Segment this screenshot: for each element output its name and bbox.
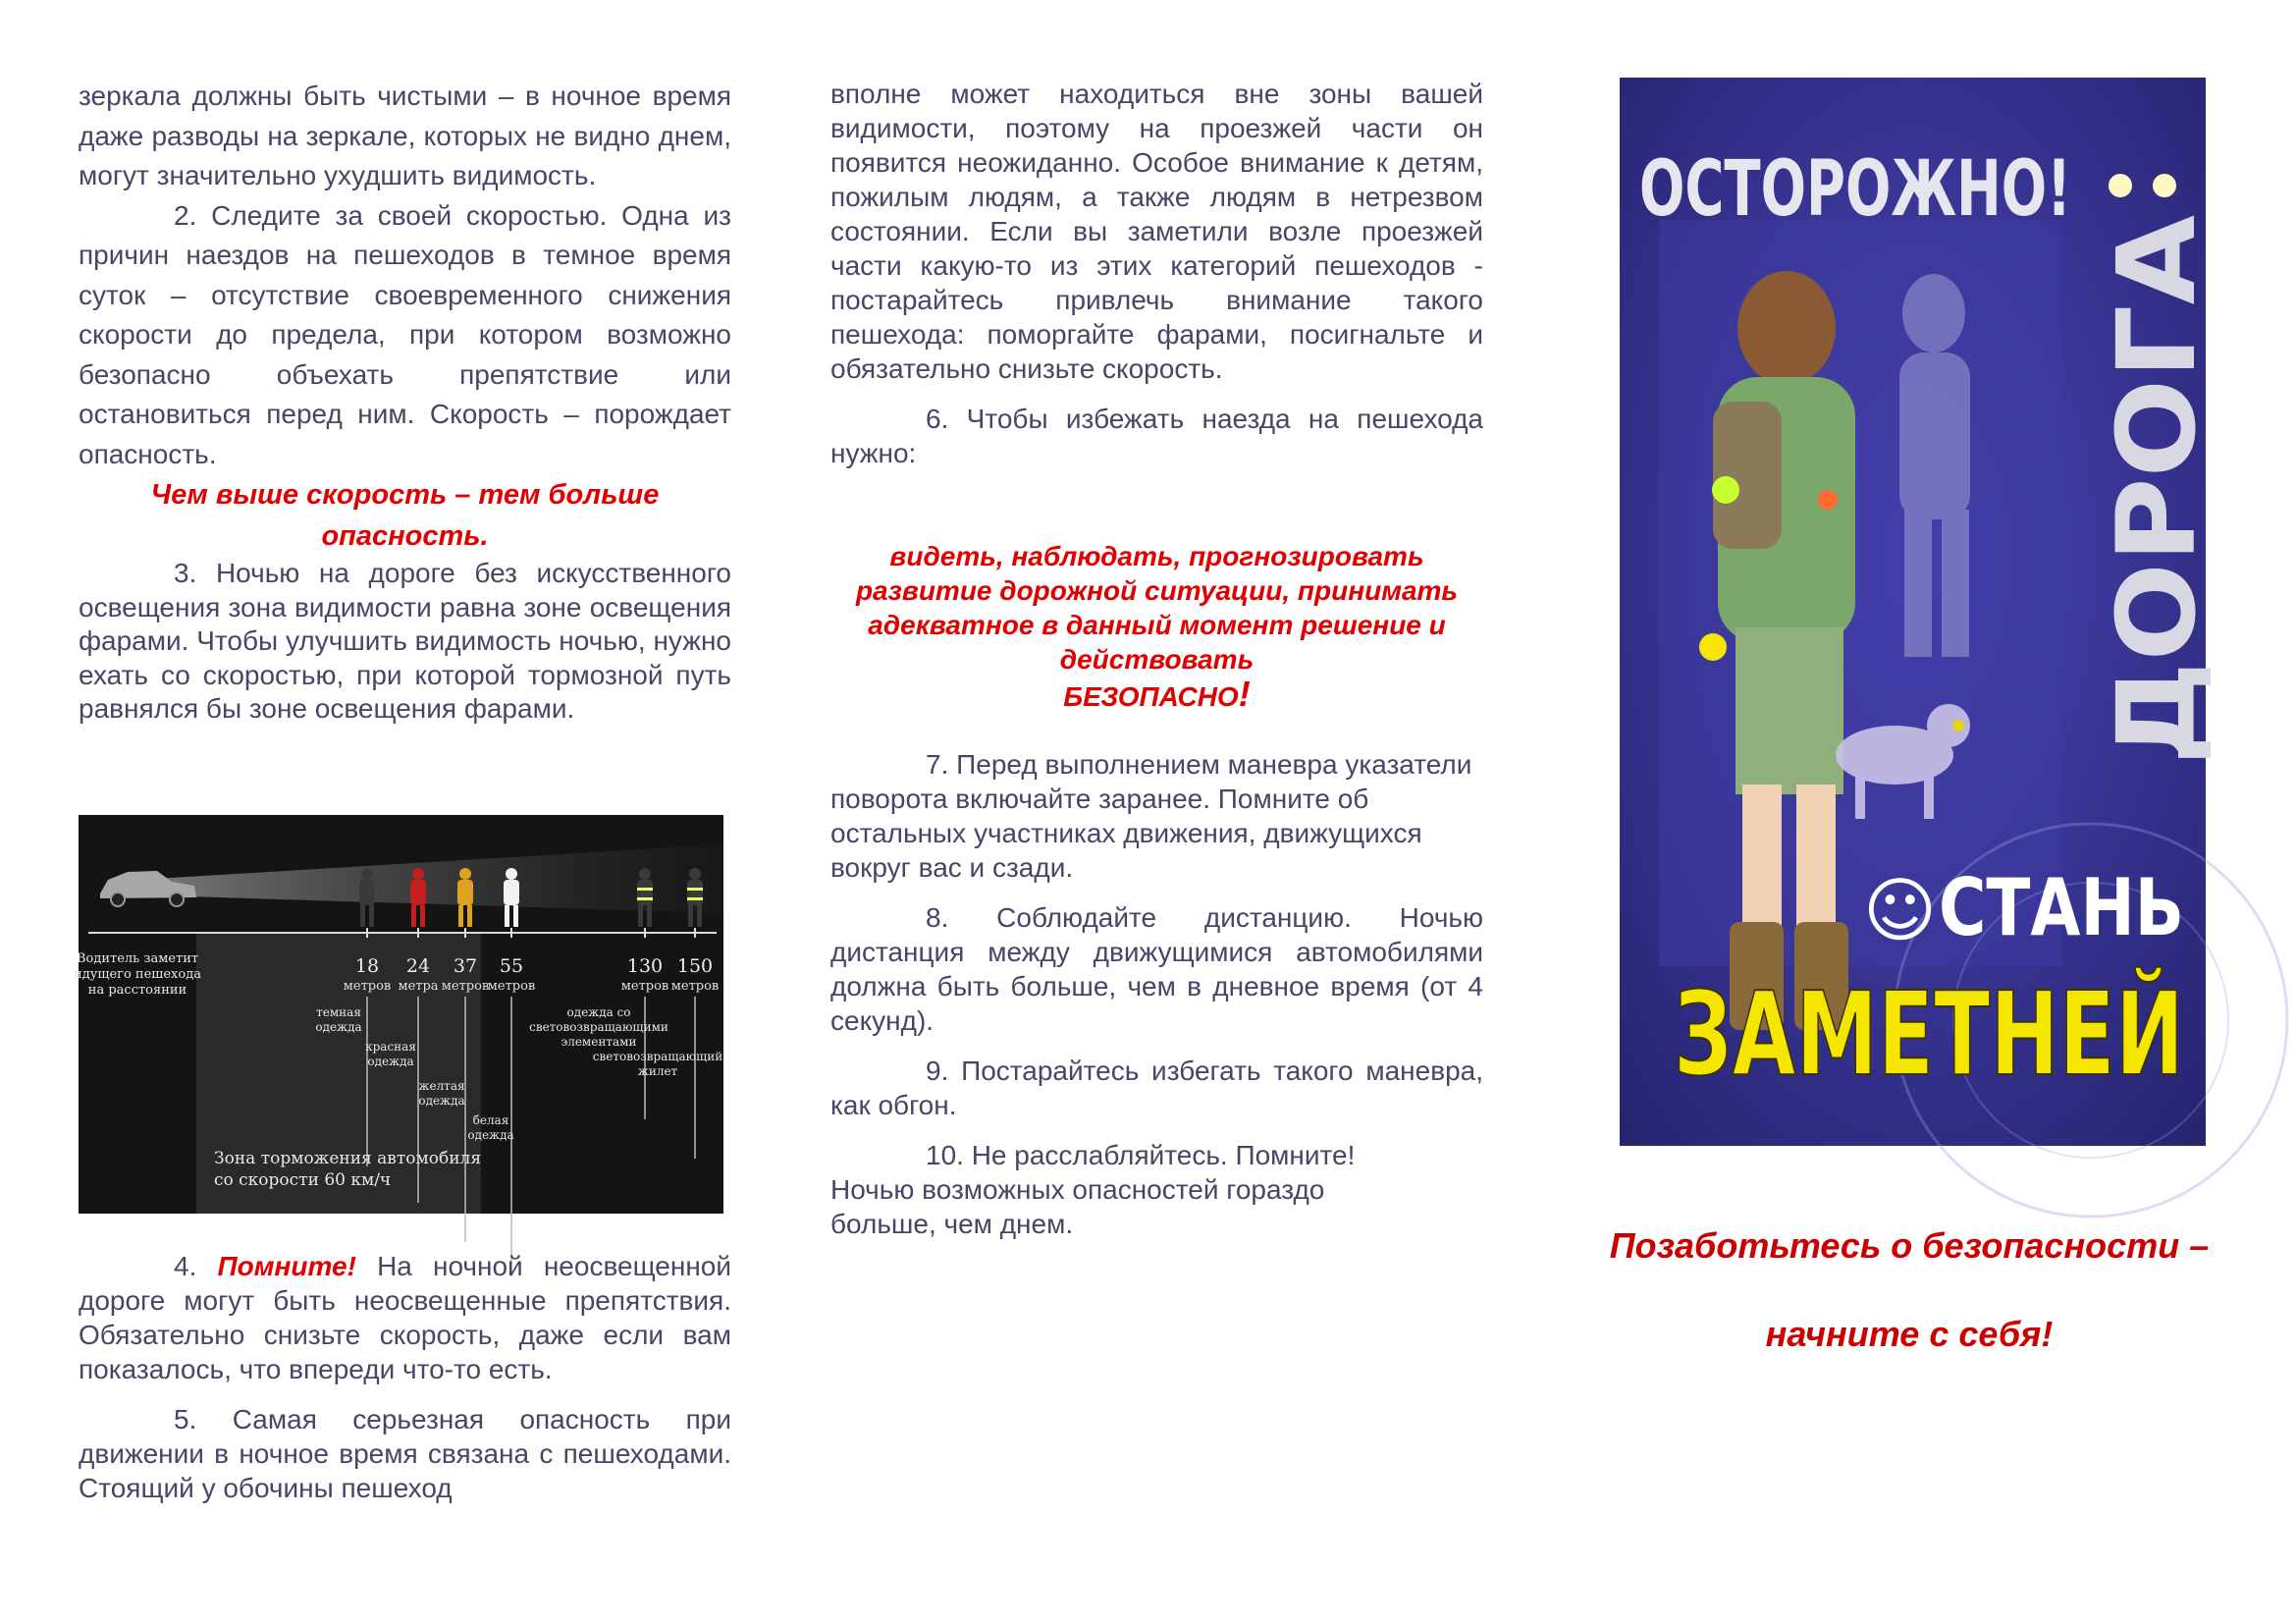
clothing-description: элементами bbox=[561, 1035, 637, 1049]
pedestrian-body bbox=[637, 880, 653, 905]
pedestrian-icon bbox=[506, 868, 517, 880]
pedestrian-body bbox=[504, 880, 519, 905]
distance-value: 130 bbox=[626, 955, 664, 977]
distance-unit: метров bbox=[487, 979, 536, 994]
driver-label-line: Водитель заметит bbox=[76, 951, 199, 966]
speed-callout: Чем выше скорость – тем больше опасность. bbox=[150, 479, 660, 552]
poster-graphic bbox=[1620, 78, 2219, 1146]
visibility-diagram bbox=[74, 815, 723, 1214]
paragraph-unexpected: вполне может находиться вне зоны вашей видимости, поэтому на проезжей части он появится неожиданно. Особое внимание к детям, пожилым людям, а также людям в нетрезвом состоянии. Если вы заметили возле проезжей части какую-то из этих категорий пешеходов - постарайтесь привлечь внимание такого пешехода: поморгайте фарами, посигнальте и обязательно снизьте скорость. bbox=[830, 79, 1483, 384]
distance-unit: метров bbox=[620, 979, 669, 994]
driver-label bbox=[74, 951, 201, 998]
braking-zone-line: со скорости 60 км/ч bbox=[214, 1170, 392, 1190]
clothing-description: желтая bbox=[418, 1079, 465, 1093]
distance-value: 18 bbox=[354, 955, 380, 977]
distance-value: 24 bbox=[405, 955, 431, 977]
distance-unit: метра bbox=[398, 979, 439, 994]
smile-icon: ☺ bbox=[1863, 869, 1938, 951]
clothing-description: одежда bbox=[315, 1020, 362, 1034]
pedestrian-body bbox=[359, 880, 375, 905]
paragraph-speed: 2. Следите за своей скоростью. Одна из причин наездов на пешеходов в темное время суток – отсутствие своевременного снижения скорости до предела, при котором возможно безопасно объехать препятствие или остановиться перед ним. Скорость – порождает опасность. bbox=[79, 199, 731, 469]
paragraph-pedestrians: 5. Самая серьезная опасность при движении в ночное время связана с пешеходами. Стоящий у обочины пешеход bbox=[79, 1404, 731, 1503]
clothing-description: световозвращающими bbox=[529, 1020, 668, 1034]
braking-zone-line: Зона торможения автомобиля bbox=[214, 1149, 482, 1168]
poster-side-title: ДОРОГА bbox=[2094, 253, 2219, 765]
column-middle bbox=[830, 77, 1483, 1241]
distance-unit: метров bbox=[343, 979, 392, 994]
clothing-description: одежда со bbox=[566, 1005, 631, 1019]
attention-safe: БЕЗОПАСНО bbox=[1063, 681, 1239, 712]
paragraph-visibility: 3. Ночью на дороге без искусственного освещения зона видимости равна зоне освещения фарами. Чтобы улучшить видимость ночью, нужно ехать со скоростью, при которой тормозной путь равнялся бы зоне освещения фарами. bbox=[79, 558, 731, 725]
column-left bbox=[79, 77, 731, 727]
attention-mark: ! bbox=[1238, 674, 1251, 714]
poster-title: ОСТОРОЖНО! bbox=[1639, 145, 2071, 234]
paragraph-relax: 10. Не расслабляйтесь. Помните! Ночью возможных опасностей гораздо больше, чем днем. bbox=[830, 1140, 1356, 1239]
pedestrian-icon bbox=[639, 868, 651, 880]
glow-dot bbox=[2109, 174, 2132, 197]
slogan-line-1: Позаботьтесь о безопасности – bbox=[1609, 1225, 2210, 1266]
pedestrian-icon bbox=[412, 868, 424, 880]
slogan-line-2: начните с себя! bbox=[1765, 1314, 2054, 1354]
paragraph-mirrors: зеркала должны быть чистыми – в ночное время даже разводы на зеркале, которых не видно днем, могут значительно ухудшить видимость. bbox=[79, 81, 731, 190]
poster-subtitle: СТАНЬ bbox=[1939, 862, 2184, 953]
pedestrian-icon bbox=[361, 868, 373, 880]
paragraph-overtaking: 9. Постарайтесь избегать такого маневра, как обгон. bbox=[830, 1056, 1483, 1120]
pedestrian-icon bbox=[459, 868, 471, 880]
clothing-description: световозвращающий bbox=[592, 1050, 723, 1063]
clothing-description: темная bbox=[316, 1005, 361, 1019]
distance-unit: метров bbox=[441, 979, 490, 994]
column-left-bottom bbox=[79, 1249, 731, 1505]
reflector-stripe bbox=[687, 888, 703, 891]
paragraph-avoid: 6. Чтобы избежать наезда на пешехода нужно: bbox=[830, 404, 1483, 468]
pedestrian-body bbox=[410, 880, 426, 905]
distance-value: 55 bbox=[499, 955, 524, 977]
paragraph-remember bbox=[79, 1249, 731, 1386]
poster-main-title: ЗАМЕТНЕЙ bbox=[1674, 966, 2184, 1102]
clothing-description: одежда bbox=[418, 1094, 465, 1108]
remember-number: 4. bbox=[174, 1251, 197, 1281]
poster-image bbox=[1620, 78, 2219, 1146]
distance-value: 37 bbox=[453, 955, 478, 977]
pedestrian-icon bbox=[689, 868, 701, 880]
clothing-description: красная bbox=[365, 1040, 416, 1054]
paragraph-turn-signals: 7. Перед выполнением маневра указатели поворота включайте заранее. Помните об остальных участниках движения, движущихся вокруг вас и сзади. bbox=[830, 749, 1472, 883]
clothing-description: белая bbox=[472, 1113, 509, 1127]
clothing-description: одежда bbox=[467, 1128, 514, 1142]
attention-text: видеть, наблюдать, прогнозировать развитие дорожной ситуации, принимать адекватное в данный момент решение и действовать bbox=[855, 541, 1459, 675]
pedestrian-body bbox=[687, 880, 703, 905]
driver-label-line: на расстоянии bbox=[87, 983, 187, 998]
remember-text: На ночной неосвещенной дороге могут быть неосвещенные препятствия. Обязательно снизьте скорость, даже если вам показалось, что впереди что-то есть. bbox=[79, 1251, 732, 1384]
visibility-infographic bbox=[74, 815, 723, 1214]
remember-emphasis: Помните! bbox=[217, 1251, 356, 1281]
clothing-description: одежда bbox=[367, 1055, 414, 1068]
paragraph-distance: 8. Соблюдайте дистанцию. Ночью дистанция между движущимися автомобилями должна быть больше, чем в дневное время (от 4 секунд). bbox=[830, 902, 1483, 1036]
attention-callout bbox=[830, 539, 1483, 714]
driver-label-line: идущего пешехода bbox=[74, 967, 201, 982]
reflector-badge bbox=[1712, 476, 1739, 504]
distance-unit: метров bbox=[670, 979, 720, 994]
clothing-description: жилет bbox=[637, 1064, 678, 1078]
reflector-stripe bbox=[637, 888, 653, 891]
distance-value: 150 bbox=[676, 955, 714, 977]
pedestrian-body bbox=[457, 880, 473, 905]
